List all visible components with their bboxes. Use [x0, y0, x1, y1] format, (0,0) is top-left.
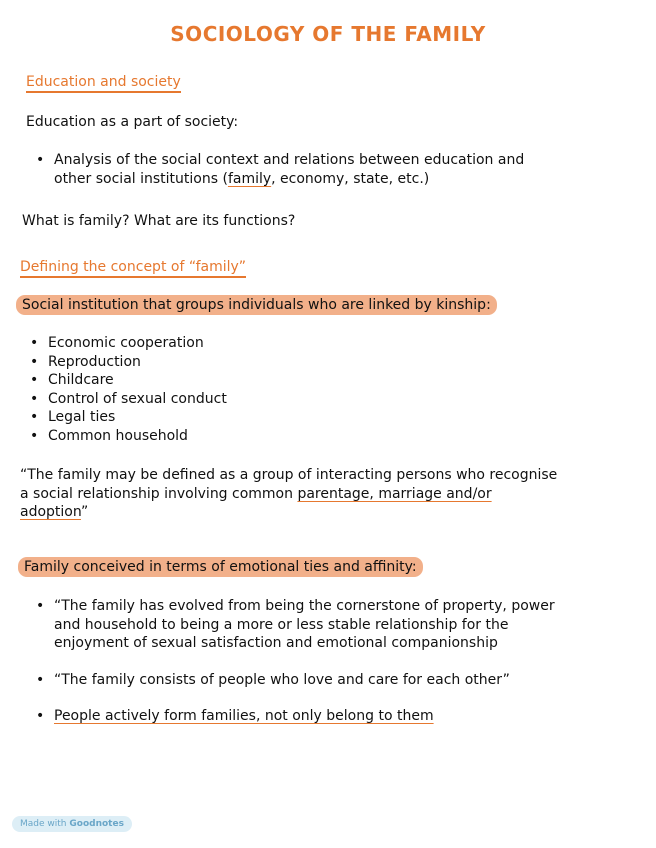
underlined-term: adoption — [20, 504, 81, 520]
badge-prefix: Made with — [20, 819, 67, 829]
family-definition-quote — [20, 466, 557, 522]
underlined-term: People actively form families, not only belong to them — [54, 708, 434, 724]
quote-text: a social relationship involving common — [20, 485, 298, 502]
bullet-text: enjoyment of sexual satisfaction and emotional companionship — [54, 635, 498, 651]
family-functions-list — [26, 334, 227, 445]
list-item — [32, 597, 555, 653]
bullet-text: and household to being a more or less stable relationship for the — [54, 616, 509, 633]
list-item — [32, 671, 555, 690]
page-title: SOCIOLOGY OF THE FAMILY — [170, 22, 486, 46]
education-subheading: Education as a part of society: — [26, 114, 239, 130]
bullet-text: , economy, state, etc.) — [271, 170, 430, 187]
bullet-text: “The family consists of people who love and care for each other” — [54, 671, 510, 688]
made-with-badge[interactable] — [12, 816, 132, 832]
list-item — [32, 151, 524, 188]
bullet-text: other social institutions ( — [54, 170, 228, 187]
education-bullet-list — [32, 151, 524, 188]
list-item: • Control of sexual conduct — [26, 390, 227, 409]
underlined-term: parentage, marriage and/or — [297, 485, 492, 502]
family-question: What is family? What are its functions? — [22, 213, 296, 229]
bullet-text: Analysis of the social context and relations between education and — [54, 152, 525, 168]
section-heading-defining-family: Defining the concept of “family” — [20, 259, 246, 278]
list-item: • Childcare — [26, 371, 227, 390]
emotional-bullet-list — [32, 597, 555, 726]
bullet-text: “The family has evolved from being the cornerstone of property, power — [54, 598, 555, 614]
highlight-social-institution: Social institution that groups individuals who are linked by kinship: — [16, 295, 497, 315]
list-item: • Economic cooperation — [26, 334, 227, 353]
list-item — [32, 707, 555, 726]
quote-text: “The family may be defined as a group of interacting persons who recognise — [20, 467, 558, 483]
highlight-emotional-ties: Family conceived in terms of emotional ties and affinity: — [18, 557, 423, 577]
list-item: • Common household — [26, 427, 227, 446]
badge-brand: Goodnotes — [69, 819, 124, 829]
section-heading-education: Education and society — [26, 74, 181, 93]
underlined-term: family — [227, 170, 272, 187]
list-item: • Reproduction — [26, 353, 227, 372]
quote-text: ” — [80, 504, 89, 520]
list-item: • Legal ties — [26, 408, 227, 427]
